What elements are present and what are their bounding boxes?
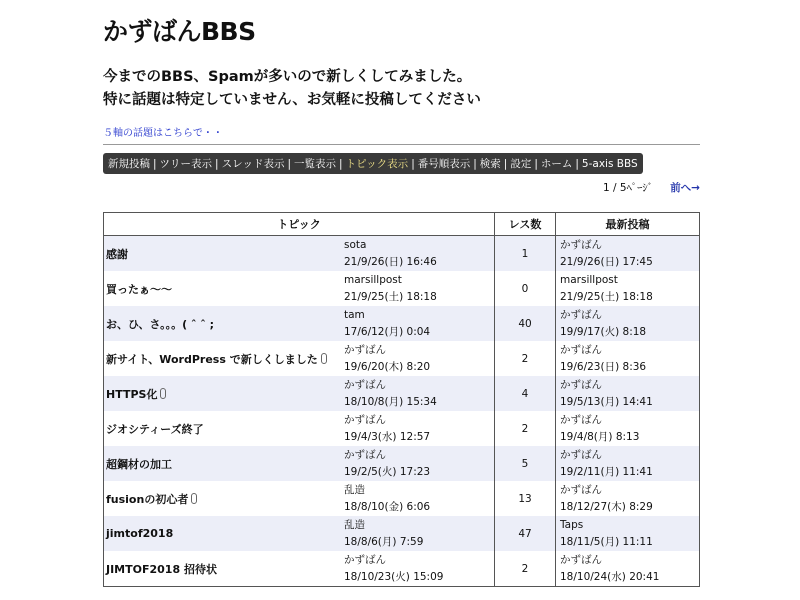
- intro-line-1: 今までのBBS、Spamが多いので新しくしてみました。: [103, 69, 472, 85]
- post-date: 18/10/8(月) 15:34: [344, 395, 437, 408]
- author-name: marsillpost: [344, 273, 402, 286]
- topic-title-cell: [104, 236, 343, 272]
- post-date: 19/2/5(火) 17:23: [344, 465, 431, 478]
- menu-item[interactable]: ホーム: [540, 158, 573, 170]
- reply-count: 2: [495, 551, 556, 587]
- author-name: かずばん: [344, 378, 386, 391]
- latest-post-cell: [556, 341, 700, 376]
- latest-date: 18/12/27(木) 8:29: [560, 500, 653, 513]
- table-row: [104, 341, 700, 376]
- post-date: 21/9/25(土) 18:18: [344, 290, 437, 303]
- header-topic: トピック: [104, 213, 495, 236]
- table-row: [104, 446, 700, 481]
- reply-count: 1: [495, 236, 556, 272]
- latest-date: 19/5/13(月) 14:41: [560, 395, 653, 408]
- reply-count: 4: [495, 376, 556, 411]
- post-date: 18/8/6(月) 7:59: [344, 535, 424, 548]
- latest-author: かずばん: [560, 378, 602, 391]
- author-name: かずばん: [344, 553, 386, 566]
- topic-title-link[interactable]: fusionの初心者: [106, 492, 189, 506]
- latest-post-cell: [556, 446, 700, 481]
- post-date: 17/6/12(月) 0:04: [344, 325, 431, 338]
- reply-count: 5: [495, 446, 556, 481]
- latest-date: 19/9/17(火) 8:18: [560, 325, 647, 338]
- latest-post-cell: [556, 376, 700, 411]
- divider: [103, 144, 700, 145]
- menu-item[interactable]: 設定: [510, 158, 532, 170]
- latest-author: かずばん: [560, 413, 602, 426]
- menu-item[interactable]: トピック表示: [345, 158, 409, 170]
- menu-item[interactable]: 新規投稿: [108, 158, 150, 170]
- reply-count: 0: [495, 271, 556, 306]
- menu-item[interactable]: スレッド表示: [221, 158, 285, 170]
- menu-separator: |: [473, 157, 477, 170]
- menu-separator: |: [287, 157, 292, 170]
- reply-count: 2: [495, 411, 556, 446]
- author-cell: [342, 516, 495, 551]
- five-axis-topic-link[interactable]: ５軸の話題はこちらで・・: [103, 128, 223, 139]
- latest-date: 19/6/23(日) 8:36: [560, 360, 647, 373]
- latest-author: かずばん: [560, 238, 602, 251]
- latest-post-cell: [556, 271, 700, 306]
- topic-table: [103, 212, 700, 587]
- menu-item[interactable]: 番号順表示: [417, 158, 471, 170]
- latest-date: 18/10/24(水) 20:41: [560, 570, 660, 583]
- attachment-clip-icon: [160, 388, 166, 399]
- table-row: [104, 551, 700, 587]
- menu-separator: |: [575, 157, 579, 170]
- latest-date: 19/4/8(月) 8:13: [560, 430, 640, 443]
- author-cell: [342, 481, 495, 516]
- table-row: [104, 271, 700, 306]
- reply-count: 2: [495, 341, 556, 376]
- table-row: [104, 236, 700, 272]
- latest-author: かずばん: [560, 308, 602, 321]
- latest-post-cell: [556, 481, 700, 516]
- reply-count: 40: [495, 306, 556, 341]
- author-cell: [342, 376, 495, 411]
- topic-title-cell: [104, 341, 343, 376]
- latest-post-cell: [556, 236, 700, 272]
- page-indicator: 1 / 5ﾍﾟｰｼﾞ: [603, 182, 653, 194]
- topic-title-cell: [104, 481, 343, 516]
- latest-date: 21/9/25(土) 18:18: [560, 290, 653, 303]
- menu-separator: |: [215, 157, 219, 170]
- topic-title-cell: [104, 271, 343, 306]
- author-name: tam: [344, 308, 365, 321]
- post-date: 19/4/3(水) 12:57: [344, 430, 431, 443]
- author-name: かずばん: [344, 413, 386, 426]
- menu-separator: |: [411, 157, 415, 170]
- next-page-link[interactable]: 前へ→: [670, 182, 700, 194]
- topic-title-link[interactable]: HTTPS化: [106, 387, 158, 401]
- table-body: [104, 236, 700, 587]
- header-count: レス数: [495, 213, 556, 236]
- reply-count: 13: [495, 481, 556, 516]
- menu-item[interactable]: 検索: [479, 158, 501, 170]
- post-date: 19/6/20(木) 8:20: [344, 360, 431, 373]
- topic-title-link[interactable]: 超鋼材の加工: [106, 457, 172, 471]
- latest-post-cell: [556, 516, 700, 551]
- topic-title-cell: [104, 551, 343, 587]
- post-date: 21/9/26(日) 16:46: [344, 255, 437, 268]
- topic-title-cell: [104, 306, 343, 341]
- nav-menu: [103, 153, 643, 174]
- author-cell: [342, 411, 495, 446]
- author-cell: [342, 341, 495, 376]
- menu-separator: |: [534, 157, 538, 170]
- latest-post-cell: [556, 551, 700, 587]
- table-row: [104, 306, 700, 341]
- menu-separator: |: [339, 157, 343, 170]
- menu-item[interactable]: 5-axis BBS: [581, 157, 638, 170]
- page-title: かずばんBBS: [103, 17, 256, 46]
- menu-item[interactable]: ツリー表示: [159, 158, 213, 170]
- menu-separator: |: [153, 157, 157, 170]
- topic-title-link[interactable]: ジオシティーズ終了: [106, 422, 204, 436]
- table-row: [104, 481, 700, 516]
- topic-title-link[interactable]: jimtof2018: [106, 527, 174, 540]
- latest-author: かずばん: [560, 343, 602, 356]
- post-date: 18/10/23(火) 15:09: [344, 570, 444, 583]
- latest-post-cell: [556, 411, 700, 446]
- latest-author: Taps: [560, 518, 584, 531]
- attachment-clip-icon: [321, 353, 327, 364]
- author-cell: [342, 271, 495, 306]
- author-name: 乱造: [344, 518, 365, 531]
- topic-title-link[interactable]: JIMTOF2018 招待状: [106, 562, 217, 576]
- author-cell: [342, 446, 495, 481]
- author-name: かずばん: [344, 343, 386, 356]
- topic-title-link[interactable]: お、ひ、さ。。。( ˆ ˆ ;: [106, 317, 215, 331]
- menu-item[interactable]: 一覧表示: [294, 158, 337, 170]
- pager: [603, 180, 700, 195]
- latest-date: 18/11/5(月) 11:11: [560, 535, 653, 548]
- post-date: 18/8/10(金) 6:06: [344, 500, 431, 513]
- author-name: 乱造: [344, 483, 365, 496]
- latest-date: 21/9/26(日) 17:45: [560, 255, 653, 268]
- table-row: [104, 376, 700, 411]
- topic-title-link[interactable]: 新サイト、WordPress で新しくしました: [106, 352, 318, 366]
- author-cell: [342, 236, 495, 272]
- latest-post-cell: [556, 306, 700, 341]
- latest-date: 19/2/11(月) 11:41: [560, 465, 653, 478]
- menu-separator: |: [503, 157, 508, 170]
- topic-title-cell: [104, 446, 343, 481]
- intro-text: [103, 66, 481, 112]
- reply-count: 47: [495, 516, 556, 551]
- topic-title-link[interactable]: 買ったぁ〜〜: [106, 282, 172, 296]
- latest-author: かずばん: [560, 448, 602, 461]
- table-row: [104, 516, 700, 551]
- author-cell: [342, 306, 495, 341]
- author-name: かずばん: [344, 448, 386, 461]
- topic-title-cell: [104, 516, 343, 551]
- latest-author: かずばん: [560, 483, 602, 496]
- latest-author: marsillpost: [560, 273, 618, 286]
- topic-title-cell: [104, 411, 343, 446]
- table-row: [104, 411, 700, 446]
- table-header-row: [104, 213, 700, 236]
- header-latest: 最新投稿: [556, 213, 700, 236]
- topic-title-link[interactable]: 感謝: [106, 247, 128, 261]
- author-name: sota: [344, 238, 367, 251]
- intro-line-2: 特に話題は特定していません、お気軽に投稿してください: [103, 92, 481, 108]
- attachment-clip-icon: [191, 493, 197, 504]
- latest-author: かずばん: [560, 553, 602, 566]
- author-cell: [342, 551, 495, 587]
- topic-title-cell: [104, 376, 343, 411]
